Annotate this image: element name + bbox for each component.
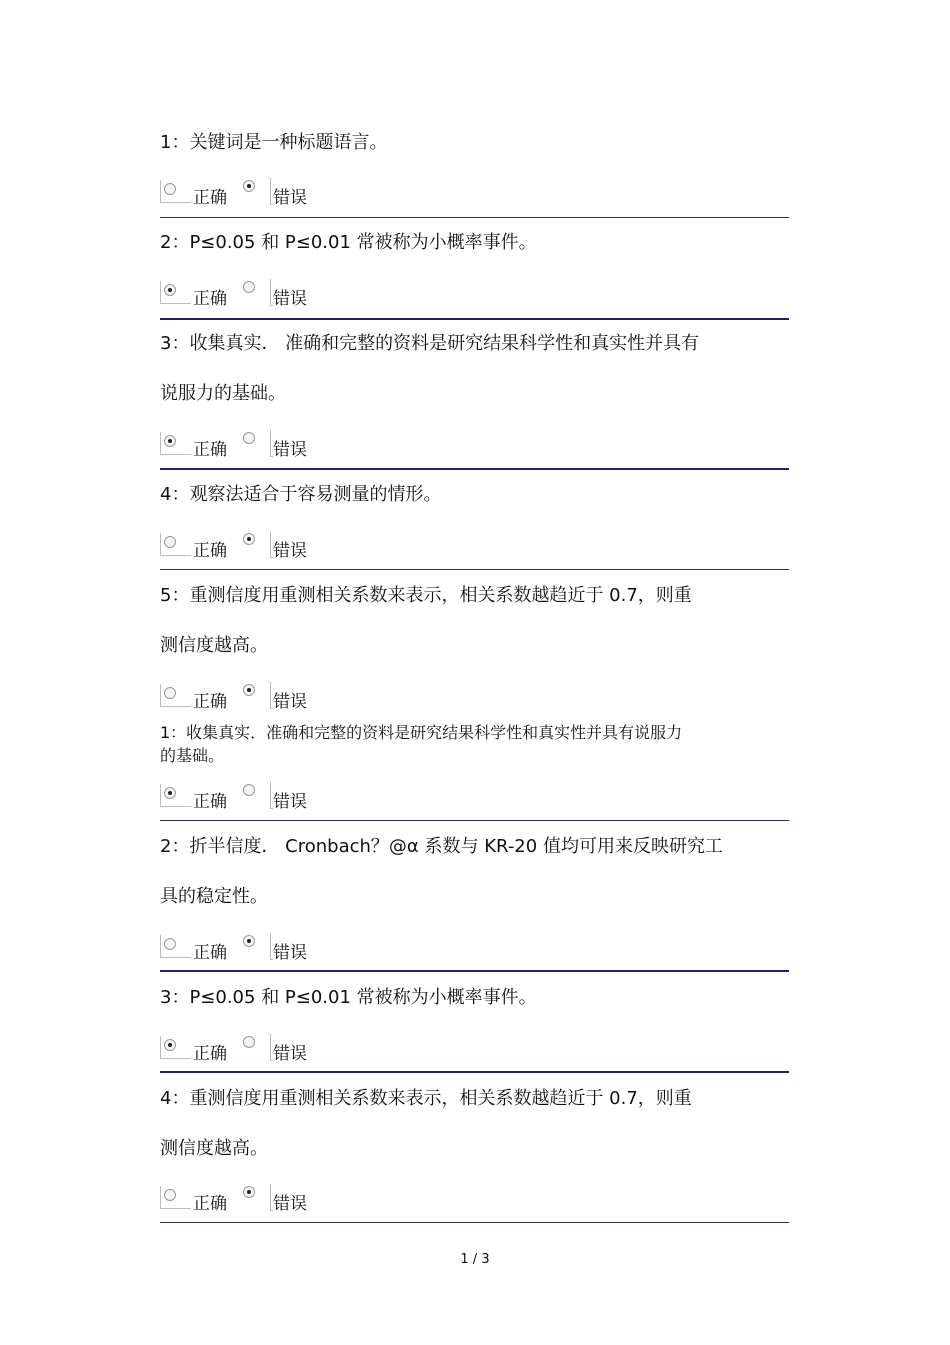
question-line: 1：关键词是一种标题语言。 [160, 132, 388, 153]
question-text [160, 1089, 800, 1159]
divider [160, 217, 789, 218]
radio-correct[interactable] [164, 1039, 176, 1051]
question-text [160, 485, 800, 505]
option-label-wrong: 错误 [273, 541, 307, 561]
answer-options [160, 682, 360, 712]
radio-wrong[interactable] [243, 432, 255, 444]
option-label-correct: 正确 [193, 792, 227, 812]
radio-correct[interactable] [164, 938, 176, 950]
answer-options [160, 430, 360, 460]
radio-correct[interactable] [164, 687, 176, 699]
answer-options [160, 1184, 360, 1214]
answer-options [160, 782, 360, 812]
question-line: 1：收集真实．准确和完整的资料是研究结果科学性和真实性并具有说服力 [160, 723, 683, 742]
answer-options [160, 1034, 360, 1064]
radio-correct[interactable] [164, 284, 176, 296]
question-line: 3：P≤0.05 和 P≤0.01 常被称为小概率事件。 [160, 987, 537, 1008]
question-text [160, 586, 800, 656]
option-label-correct: 正确 [193, 541, 227, 561]
option-label-wrong: 错误 [273, 1044, 307, 1064]
option-label-correct: 正确 [193, 440, 227, 460]
option-label-wrong: 错误 [273, 188, 307, 208]
option-label-correct: 正确 [193, 692, 227, 712]
divider [160, 468, 789, 470]
divider [160, 569, 789, 570]
option-label-correct: 正确 [193, 1044, 227, 1064]
radio-correct[interactable] [164, 536, 176, 548]
radio-correct[interactable] [164, 435, 176, 447]
question-line: 测信度越高。 [160, 635, 268, 656]
question-text [160, 233, 800, 253]
divider [160, 820, 789, 821]
answer-options [160, 178, 360, 208]
question-text [160, 988, 800, 1008]
option-label-correct: 正确 [193, 1194, 227, 1214]
question-text [160, 837, 800, 907]
question-text [160, 133, 800, 153]
option-label-wrong: 错误 [273, 943, 307, 963]
question-text [160, 334, 800, 404]
divider [160, 318, 789, 320]
radio-wrong[interactable] [243, 935, 255, 947]
question-line: 测信度越高。 [160, 1138, 268, 1159]
radio-wrong[interactable] [243, 1036, 255, 1048]
option-label-correct: 正确 [193, 289, 227, 309]
answer-options [160, 933, 360, 963]
answer-options [160, 531, 360, 561]
radio-wrong[interactable] [243, 281, 255, 293]
option-label-wrong: 错误 [273, 792, 307, 812]
question-line: 5：重测信度用重测相关系数来表示，相关系数越趋近于 0.7，则重 [160, 585, 692, 606]
radio-wrong[interactable] [243, 533, 255, 545]
question-line: 3：收集真实． 准确和完整的资料是研究结果科学性和真实性并具有 [160, 333, 700, 354]
radio-wrong[interactable] [243, 180, 255, 192]
radio-correct[interactable] [164, 787, 176, 799]
option-label-wrong: 错误 [273, 440, 307, 460]
divider [160, 1071, 789, 1073]
radio-wrong[interactable] [243, 784, 255, 796]
question-text [160, 723, 800, 766]
option-label-wrong: 错误 [273, 289, 307, 309]
divider [160, 1222, 789, 1223]
question-line: 2：P≤0.05 和 P≤0.01 常被称为小概率事件。 [160, 232, 537, 253]
radio-wrong[interactable] [243, 1186, 255, 1198]
question-line: 具的稳定性。 [160, 886, 268, 907]
option-label-correct: 正确 [193, 188, 227, 208]
option-label-correct: 正确 [193, 943, 227, 963]
question-line: 说服力的基础。 [160, 383, 286, 404]
option-label-wrong: 错误 [273, 1194, 307, 1214]
question-line: 4：观察法适合于容易测量的情形。 [160, 484, 442, 505]
radio-correct[interactable] [164, 183, 176, 195]
answer-options [160, 279, 360, 309]
option-label-wrong: 错误 [273, 692, 307, 712]
divider [160, 970, 789, 972]
question-line: 2：折半信度． Cronbach？@α 系数与 KR-20 值均可用来反映研究工 [160, 836, 723, 857]
question-line: 的基础。 [160, 746, 225, 765]
question-line: 4：重测信度用重测相关系数来表示，相关系数越趋近于 0.7，则重 [160, 1088, 692, 1109]
radio-correct[interactable] [164, 1189, 176, 1201]
page-number: 1 / 3 [460, 1252, 490, 1267]
radio-wrong[interactable] [243, 684, 255, 696]
